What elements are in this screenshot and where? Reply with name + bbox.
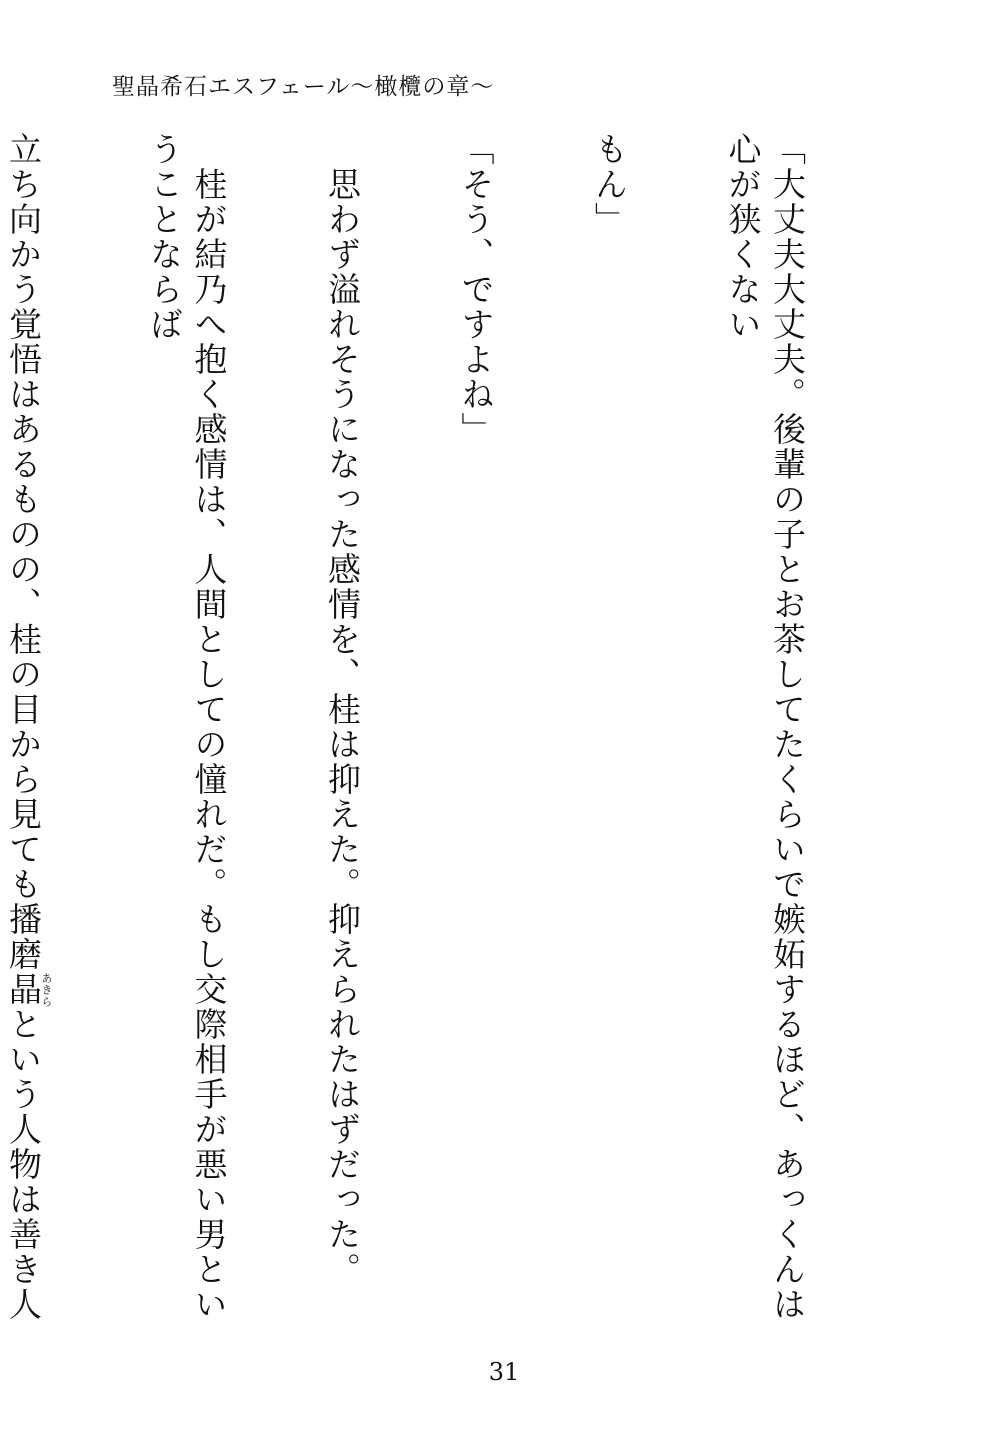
ruby-reading: あきら (40, 972, 53, 1007)
ruby-name (4, 972, 53, 1007)
text-line: 思わず溢れそうになった感情を、桂は抑えた。抑えられたはずだった。 (323, 132, 362, 1287)
text-line-part: 立ち向かう覚悟はあるものの、桂の目から見ても播磨 (4, 132, 43, 972)
text-line: 「大丈夫大丈夫。後輩の子とお茶してたくらいで嫉妬するほど、あっくんは心が狭くない (723, 132, 807, 1322)
text-line (0, 132, 53, 1332)
page-number: 31 (488, 1358, 520, 1386)
running-header: 聖晶希石エスフェール〜橄欖の章〜 (112, 74, 495, 100)
text-line: 桂が結乃へ抱く感情は、人間としての憧れだ。もし交際相手が悪い男ということならば (145, 132, 229, 1322)
text-line-part: という人物は善き人 (4, 1007, 43, 1322)
body-text (0, 132, 898, 1332)
ruby-base: 晶 (4, 972, 43, 1007)
text-line: 「そう、ですよね」 (456, 132, 496, 447)
text-line: もん」 (590, 132, 629, 237)
